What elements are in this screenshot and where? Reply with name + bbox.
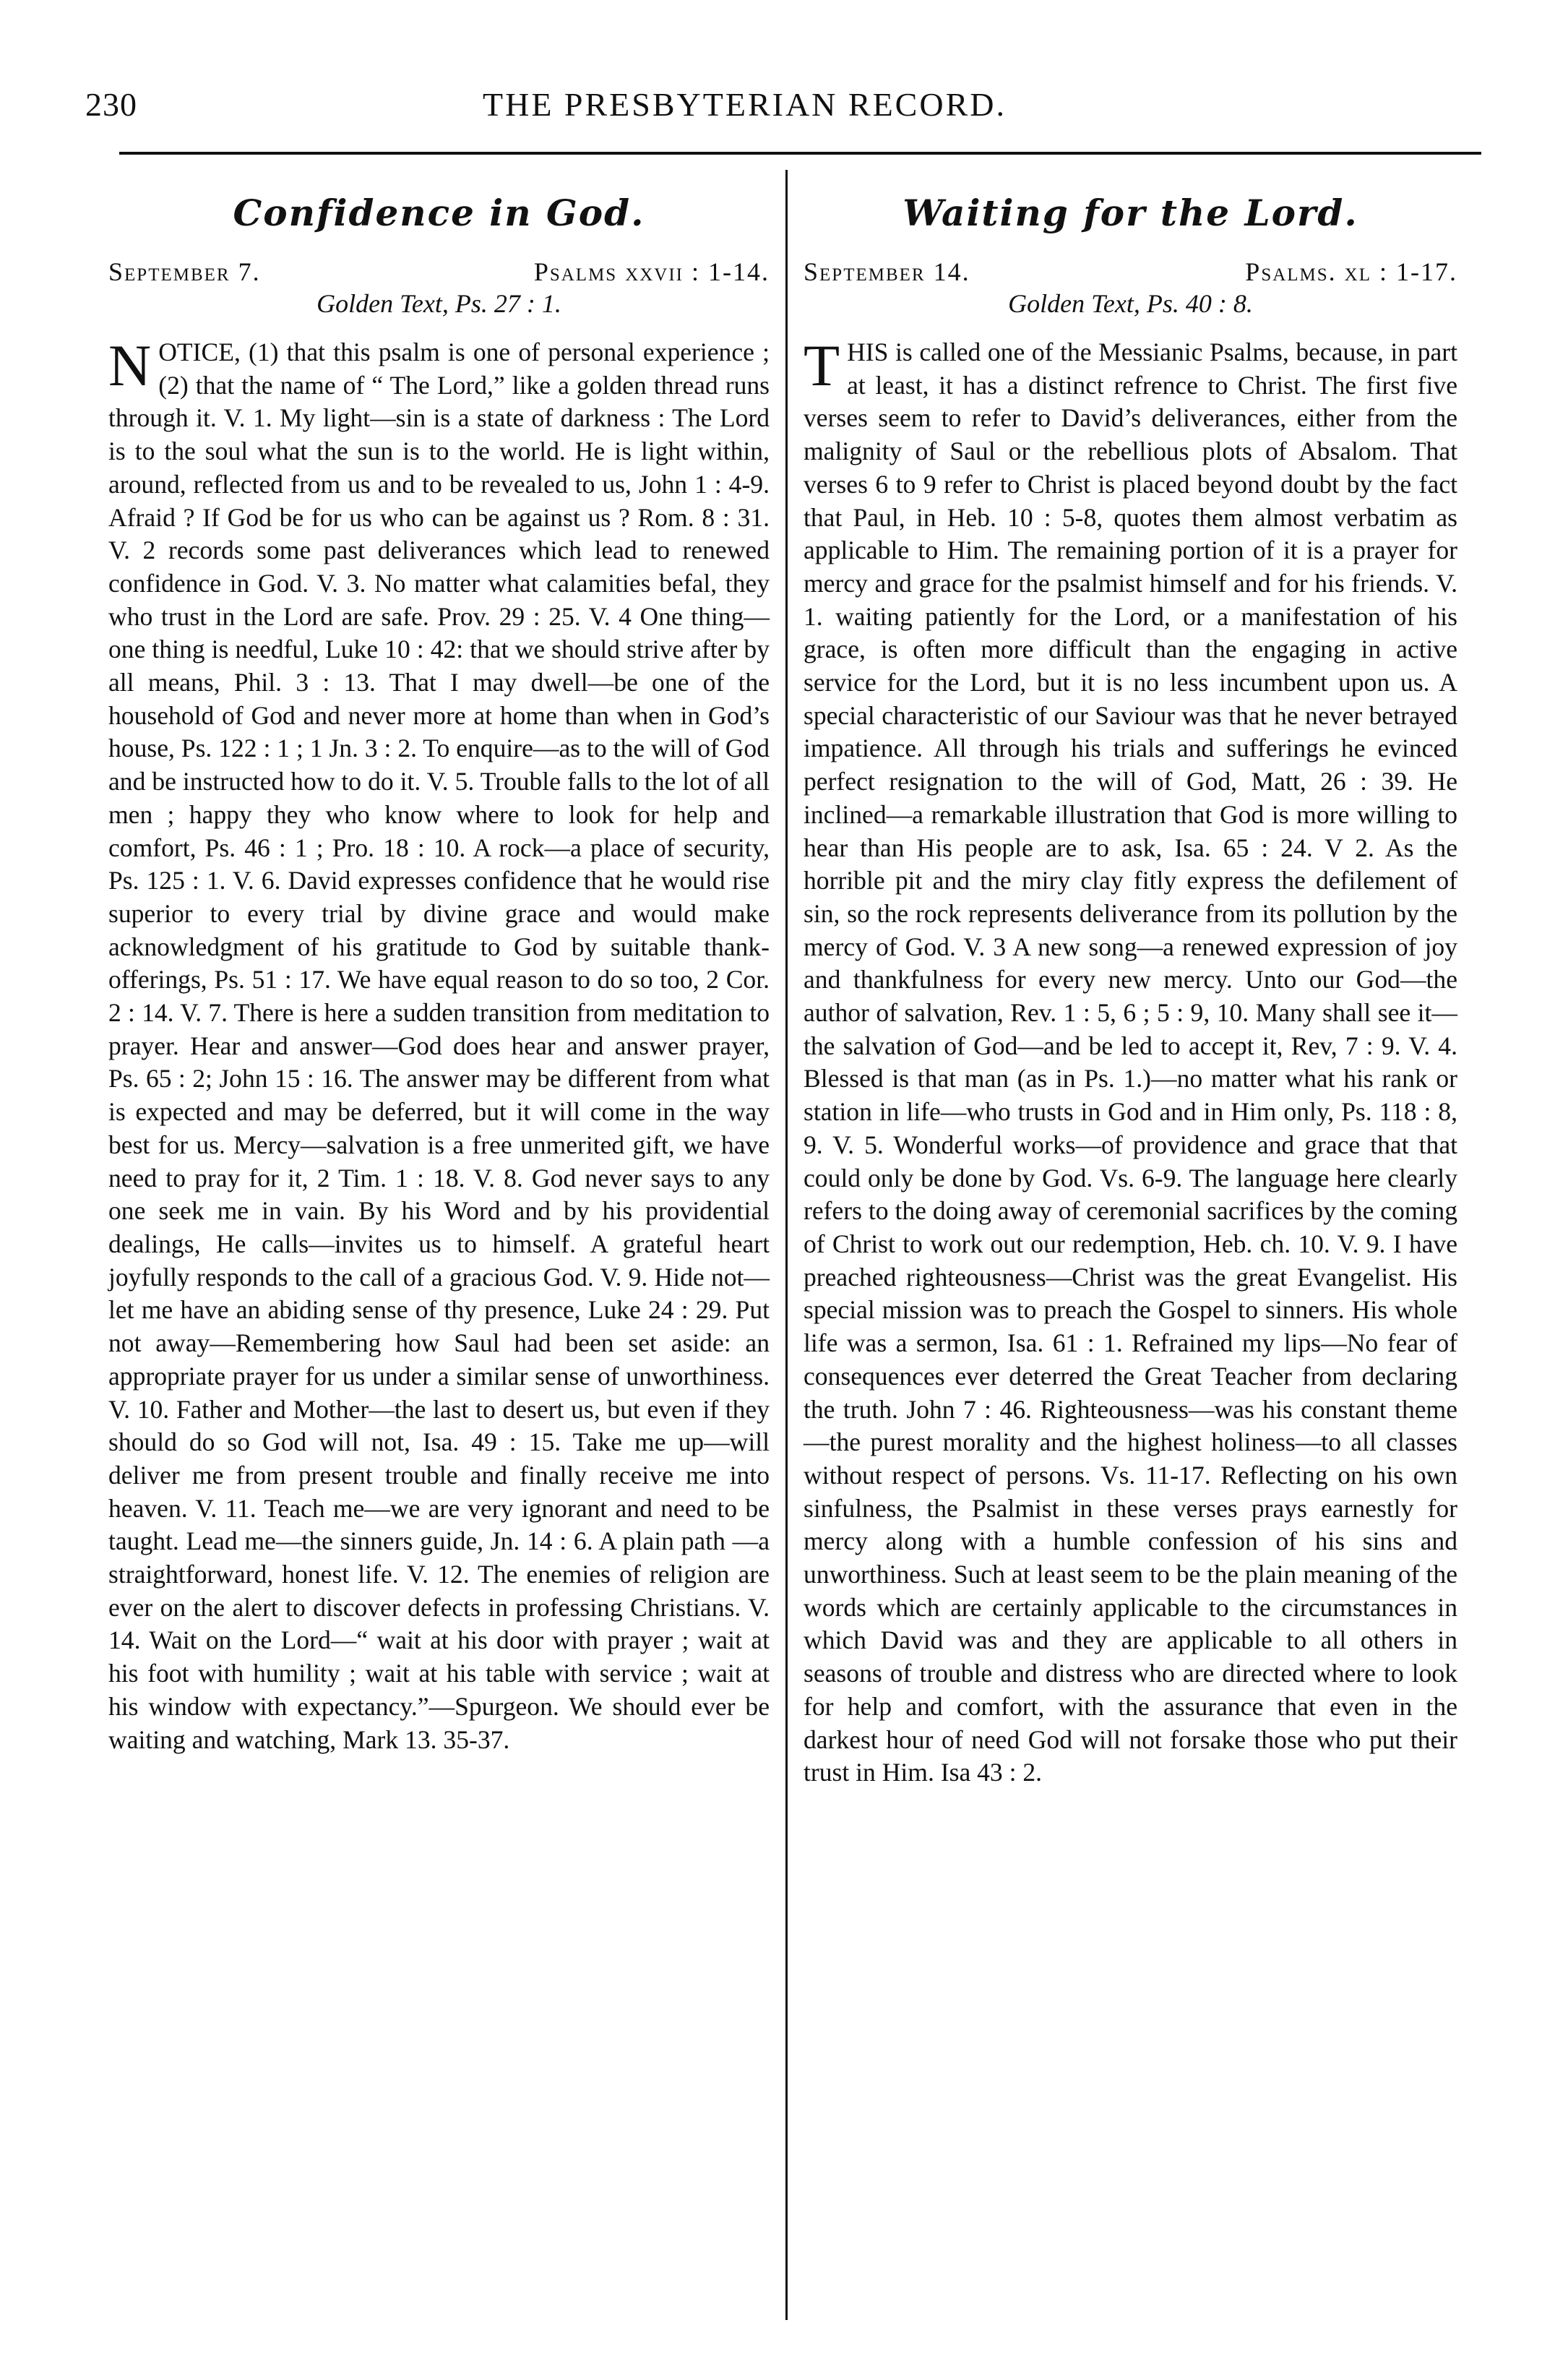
lesson-title: Waiting for the Lord. [903, 192, 1358, 234]
lesson-body-text: HIS is called one of the Messianic Psalms, because, in part at least, it has a distinct refrence to Christ. The first five verses seem to refer to David’s deliverances, either from the malignity of Saul or the rebellious plots of Absalom. That verses 6 to 9 refer to Christ is placed beyond doubt by the fact that Paul, in Heb. 10 : 5-8, quotes them almost verbatim as applicable to Him. The remaining portion of it is a prayer for mercy and grace for the psalmist himself and for his friends. V. 1. waiting patiently for the Lord, or a manifestation of his grace, is often more difficult than the engaging in active service for the Lord, but it is no less incumbent upon us. A special characteristic of our Saviour was that he never betrayed impatience. All through his trials and sufferings he evinced perfect resignation to the will of God, Matt, 26 : 39. He inclined—a remarkable illustration that God is more willing to hear than His people are to ask, Isa. 65 : 24. V 2. As the horrible pit and the miry clay fitly express the defilement of sin, so the rock represents deliverance from its pollution by the mercy of God. V. 3 A new song—a renewed expression of joy and thankfulness for every new mercy. Unto our God—the author of salvation, Rev. 1 : 5, 6 ; 5 : 9, 10. Many shall see it—the salvation of God—and be led to accept it, Rev, 7 : 9. V. 4. Blessed is that man (as in Ps. 1.)—no matter what his rank or station in life—who trusts in God and in Him only, Ps. 118 : 8, 9. V. 5. Wonderful works—of providence and grace that that could only be done by God. Vs. 6-9. The language here clearly refers to the doing away of ceremonial sacrifices by the coming of Christ to work out our redemption, Heb. ch. 10. V. 9. I have preached righteousness—Christ was the great Evangelist. His special mission was to preach the Gospel to sinners. His whole life was a sermon, Isa. 61 : 1. Refrained my lips—No fear of consequences ever deterred the Great Teacher from declaring the truth. John 7 : 46. Righteousness—was his constant theme—the purest morality and the highest holiness—to all classes without respect of persons. Vs. 11-17. Reflecting on his own sinfulness, the Psalmist in these verses prays earnestly for mercy along with a humble confession of his sins and unworthiness. Such at least seem to be the plain meaning of the words which are certainly applicable to the circumstances in which David was and they are applicable to all others in seasons of trouble and distress who are directed where to look for help and comfort, with the assurance that even in the darkest hour of need God will not forsake those who put their trust in Him. Isa 43 : 2. [804, 338, 1457, 1787]
column-divider [785, 170, 788, 2320]
lesson-meta [108, 257, 770, 287]
golden-text: Golden Text, Ps. 40 : 8. [1008, 289, 1253, 318]
scripture-reference: Psalms. xl : 1-17. [1245, 257, 1457, 286]
lesson-date: September 7. [108, 257, 261, 286]
lesson-meta [804, 257, 1457, 287]
lesson-date: September 14. [804, 257, 970, 286]
drop-cap: T [804, 332, 840, 398]
lesson-body [108, 332, 770, 1756]
page-number: 230 [85, 86, 137, 123]
drop-cap: N [108, 332, 152, 398]
lesson-column-right [804, 184, 1457, 1790]
header-rule [119, 152, 1481, 155]
lesson-body-text: OTICE, (1) that this psalm is one of personal experience ; (2) that the name of “ The Lord,” like a golden thread runs through it. V. 1. My light—sin is a state of darkness : The Lord is to the soul what the sun is to the world. He is light within, around, reflected from us and to be revealed to us, John 1 : 4-9. Afraid ? If God be for us who can be against us ? Rom. 8 : 31. V. 2 records some past deliverances which lead to renewed confidence in God. V. 3. No matter what calamities befal, they who trust in the Lord are safe. Prov. 29 : 25. V. 4 One thing—one thing is needful, Luke 10 : 42: that we should strive after by all means, Phil. 3 : 13. That I may dwell—be one of the household of God and never more at home than when in God’s house, Ps. 122 : 1 ; 1 Jn. 3 : 2. To enquire—as to the will of God and be instructed how to do it. V. 5. Trouble falls to the lot of all men ; happy they who know where to look for help and comfort, Ps. 46 : 1 ; Pro. 18 : 10. A rock—a place of security, Ps. 125 : 1. V. 6. David expresses confidence that he would rise superior to every trial by divine grace and would make acknowledgment of his gratitude to God by suitable thank-offerings, Ps. 51 : 17. We have equal reason to do so too, 2 Cor. 2 : 14. V. 7. There is here a sudden transition from meditation to prayer. Hear and answer—God does hear and answer prayer, Ps. 65 : 2; John 15 : 16. The answer may be different from what is expected and may be deferred, but it will come in the way best for us. Mercy—salvation is a free unmerited gift, we have need to pray for it, 2 Tim. 1 : 18. V. 8. God never says to any one seek me in vain. By his Word and by his providential dealings, He calls—invites us to himself. A grateful heart joyfully responds to the call of a gracious God. V. 9. Hide not—let me have an abiding sense of thy presence, Luke 24 : 29. Put not away—Remembering how Saul had been set aside: an appropriate prayer for us under a similar sense of unworthiness. V. 10. Father and Mother—the last to desert us, but even if they should do so God will not, Isa. 49 : 15. Take me up—will deliver me from present trouble and finally receive me into heaven. V. 11. Teach me—we are very ignorant and need to be taught. Lead me—the sinners guide, Jn. 14 : 6. A plain path —a straightforward, honest life. V. 12. The enemies of religion are ever on the alert to discover defects in professing Christians. V. 14. Wait on the Lord—“ wait at his door with prayer ; wait at his foot with humility ; wait at his table with service ; wait at his window with expectancy.”—Spurgeon. We should ever be waiting and watching, Mark 13. 35-37. [108, 338, 770, 1754]
journal-title: THE PRESBYTERIAN RECORD. [483, 86, 1007, 123]
lesson-body [804, 332, 1457, 1790]
scripture-reference: Psalms xxvii : 1-14. [533, 257, 770, 286]
lesson-column-left [108, 184, 770, 1756]
golden-text: Golden Text, Ps. 27 : 1. [316, 289, 561, 318]
lesson-title: Confidence in God. [233, 192, 645, 234]
running-head [85, 85, 1483, 129]
